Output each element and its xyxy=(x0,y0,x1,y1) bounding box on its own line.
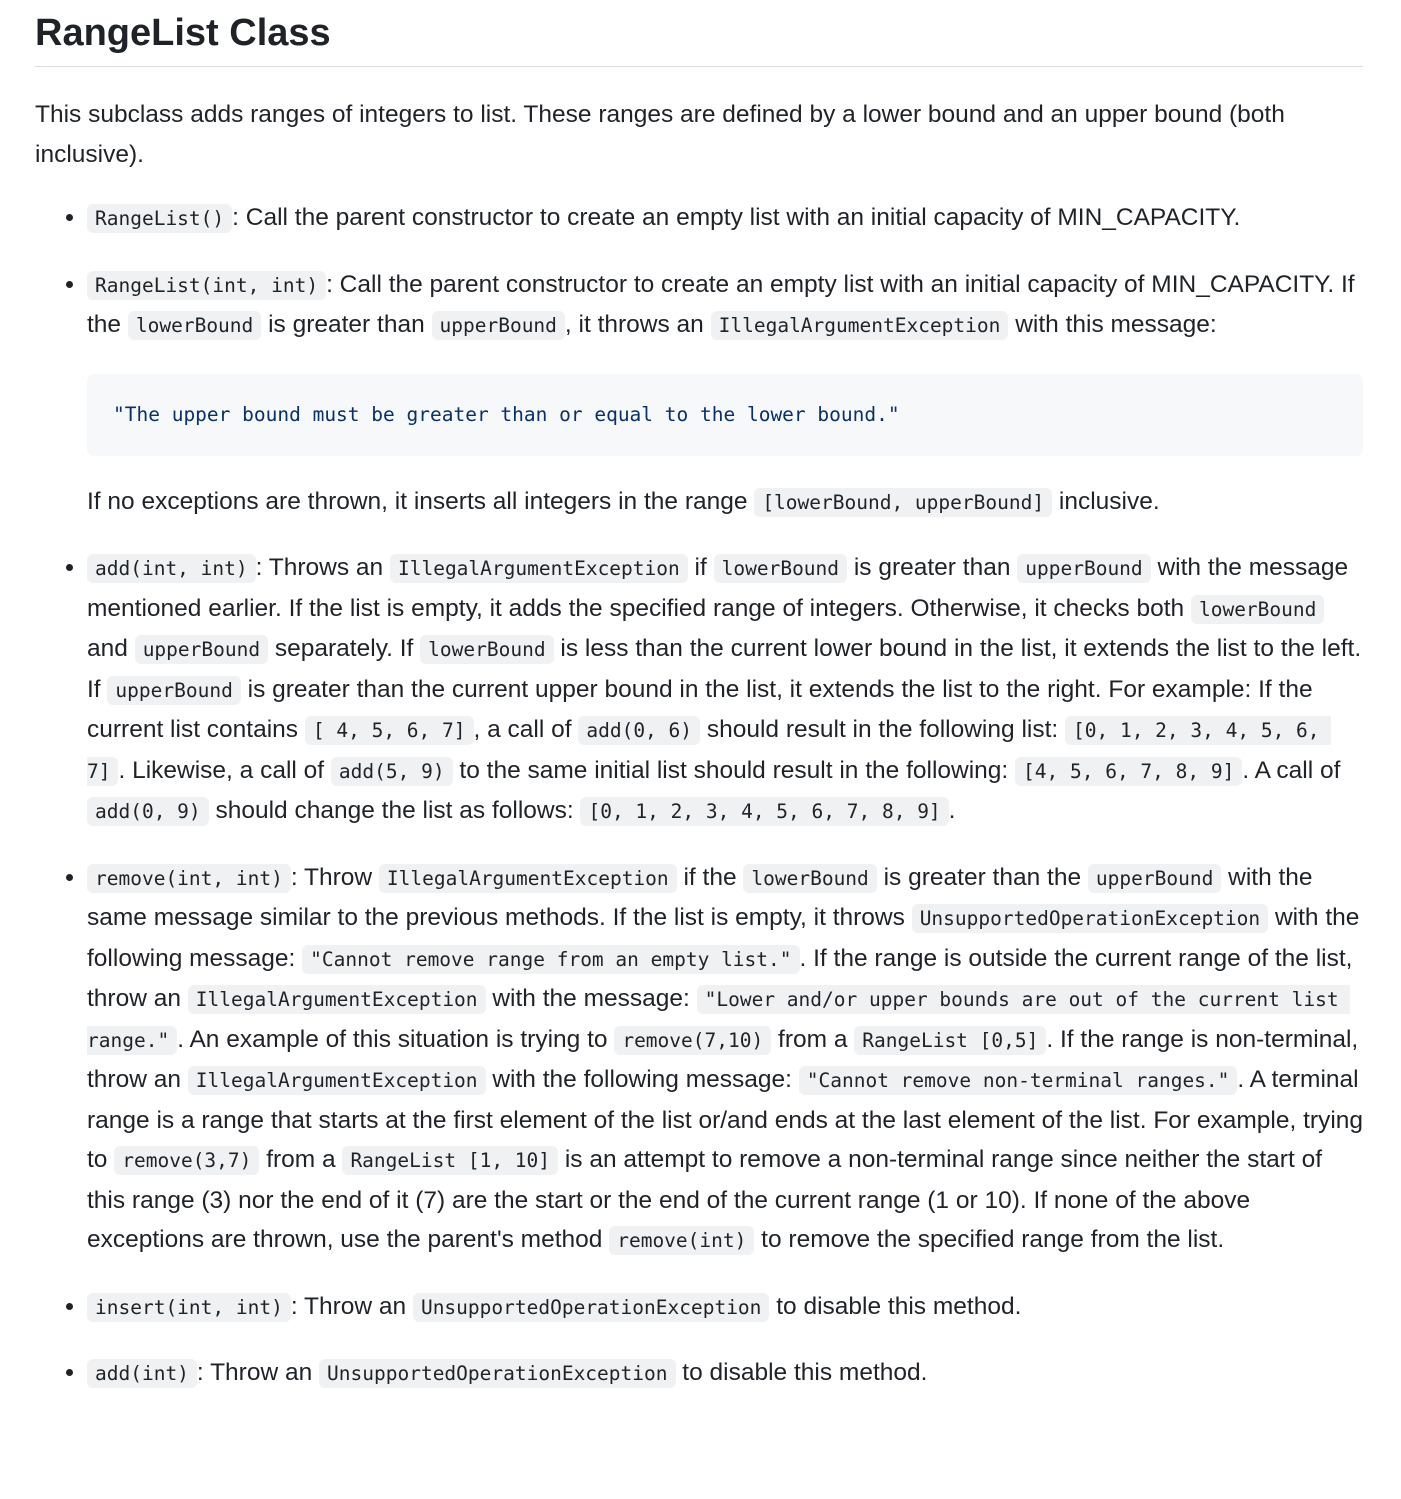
inline-code: RangeList [1, 10] xyxy=(342,1146,558,1175)
list-item-range-constructor: • RangeList(int, int) : Call the parent constructor to create an empty list with an initial capacity of MIN_CAPACITY. If the lowerBound is greater than upperBound , it throws an IllegalArgumentException with this message: "The upper bound must be greater than or equal to the lower bound." If no exceptions are thrown, it inserts all integers in the range [lowerBound, upperBound] inclusive. xyxy=(87,265,1363,523)
inline-code: RangeList() xyxy=(87,204,232,233)
inline-code: remove(int, int) xyxy=(87,864,291,893)
inline-code: lowerBound xyxy=(128,311,261,340)
inline-code: add(0, 6) xyxy=(578,716,700,745)
list-item-remove-range: • remove(int, int) : Throw IllegalArgumentException if the lowerBound is greater than the upperBound with the same message similar to the previous methods. If the list is empty, it throws UnsupportedOperationException with the following message: "Cannot remove range from an empty list." . If the range is outside the current range of the list, throw an IllegalArgumentException with the message: "Lower and/or upper bounds are out of the current list range." . An example of this situation is trying to remove(7,10) from a RangeList [0,5] . If the range is non-terminal, throw an IllegalArgumentException with the following message: "Cannot remove non-terminal ranges." . A terminal range is a range that starts at the first element of the list or/and ends at the last element of the list. For example, trying to remove(3,7) from a RangeList [1, 10] is an attempt to remove a non-terminal range since neither the start of this range (3) nor the end of it (7) are the start or the end of the current range (1 or 10). If none of the above exceptions are thrown, use the parent's method remove(int) to remove the specified range from the list. xyxy=(87,858,1363,1261)
intro-paragraph: This subclass adds ranges of integers to list. These ranges are defined by a lower bound and an upper bound (both inclusive). xyxy=(35,101,1285,168)
inline-code: IllegalArgumentException xyxy=(390,554,688,583)
inline-code: IllegalArgumentException xyxy=(188,985,486,1014)
inline-code: upperBound xyxy=(1088,864,1221,893)
inline-code: lowerBound xyxy=(1191,595,1324,624)
list-item-default-constructor: • RangeList() : Call the parent constructor to create an empty list with an initial capacity of MIN_CAPACITY. xyxy=(87,198,1363,239)
inline-code: add(int, int) xyxy=(87,554,256,583)
inline-code: lowerBound xyxy=(714,554,847,583)
inline-code: remove(int) xyxy=(609,1226,754,1255)
inline-code: [lowerBound, upperBound] xyxy=(754,488,1052,517)
inline-code: [0, 1, 2, 3, 4, 5, 6, 7, 8, 9] xyxy=(580,797,948,826)
inline-code: UnsupportedOperationException xyxy=(413,1293,769,1322)
inline-code: insert(int, int) xyxy=(87,1293,291,1322)
page-title: RangeList Class xyxy=(35,0,1363,67)
list-item-add-single: • add(int) : Throw an UnsupportedOperationException to disable this method. xyxy=(87,1353,1363,1394)
inline-code: IllegalArgumentException xyxy=(188,1066,486,1095)
method-list xyxy=(35,198,1363,1394)
inline-code: IllegalArgumentException xyxy=(379,864,677,893)
inline-code: add(0, 9) xyxy=(87,797,209,826)
inline-code: RangeList(int, int) xyxy=(87,271,326,300)
inline-code: upperBound xyxy=(107,676,240,705)
list-item-add-range: • add(int, int) : Throws an IllegalArgumentException if lowerBound is greater than upperBound with the message mentioned earlier. If the list is empty, it adds the specified range of integers. Otherwise, it checks both lowerBound and upperBound separately. If lowerBound is less than the current lower bound in the list, it extends the list to the left. If upperBound is greater than the current upper bound in the list, it extends the list to the right. For example: If the current list contains [ 4, 5, 6, 7] , a call of add(0, 6) should result in the following list: [0, 1, 2, 3, 4, 5, 6, 7] . Likewise, a call of add(5, 9) to the same initial list should result in the following: [4, 5, 6, 7, 8, 9] . A call of add(0, 9) should change the list as follows: [0, 1, 2, 3, 4, 5, 6, 7, 8, 9] . xyxy=(87,548,1363,832)
inline-code: [ 4, 5, 6, 7] xyxy=(305,716,474,745)
list-item-insert: • insert(int, int) : Throw an UnsupportedOperationException to disable this method. xyxy=(87,1287,1363,1328)
inline-code: RangeList [0,5] xyxy=(854,1026,1046,1055)
code-block: "The upper bound must be greater than or equal to the lower bound." xyxy=(87,374,1363,456)
inline-code: remove(3,7) xyxy=(114,1146,259,1175)
inline-code: [4, 5, 6, 7, 8, 9] xyxy=(1015,757,1242,786)
inline-code: upperBound xyxy=(1017,554,1150,583)
range-note: If no exceptions are thrown, it inserts all integers in the range [lowerBound, upperBound] inclusive. xyxy=(87,487,1160,515)
inline-code: [0, 1, 2, 3, 4, 5, 6, 7] xyxy=(87,716,1331,786)
inline-code: UnsupportedOperationException xyxy=(319,1359,675,1388)
inline-code: UnsupportedOperationException xyxy=(912,904,1268,933)
inline-code: upperBound xyxy=(135,635,268,664)
inline-code: add(int) xyxy=(87,1359,197,1388)
inline-code: lowerBound xyxy=(420,635,553,664)
inline-code: upperBound xyxy=(432,311,565,340)
inline-code: "Cannot remove non-terminal ranges." xyxy=(799,1066,1238,1095)
inline-code: add(5, 9) xyxy=(331,757,453,786)
inline-code: lowerBound xyxy=(743,864,876,893)
inline-code: "Cannot remove range from an empty list." xyxy=(302,945,799,974)
inline-code: remove(7,10) xyxy=(614,1026,771,1055)
inline-code: "Lower and/or upper bounds are out of the current list range." xyxy=(87,985,1350,1055)
inline-code: IllegalArgumentException xyxy=(711,311,1009,340)
